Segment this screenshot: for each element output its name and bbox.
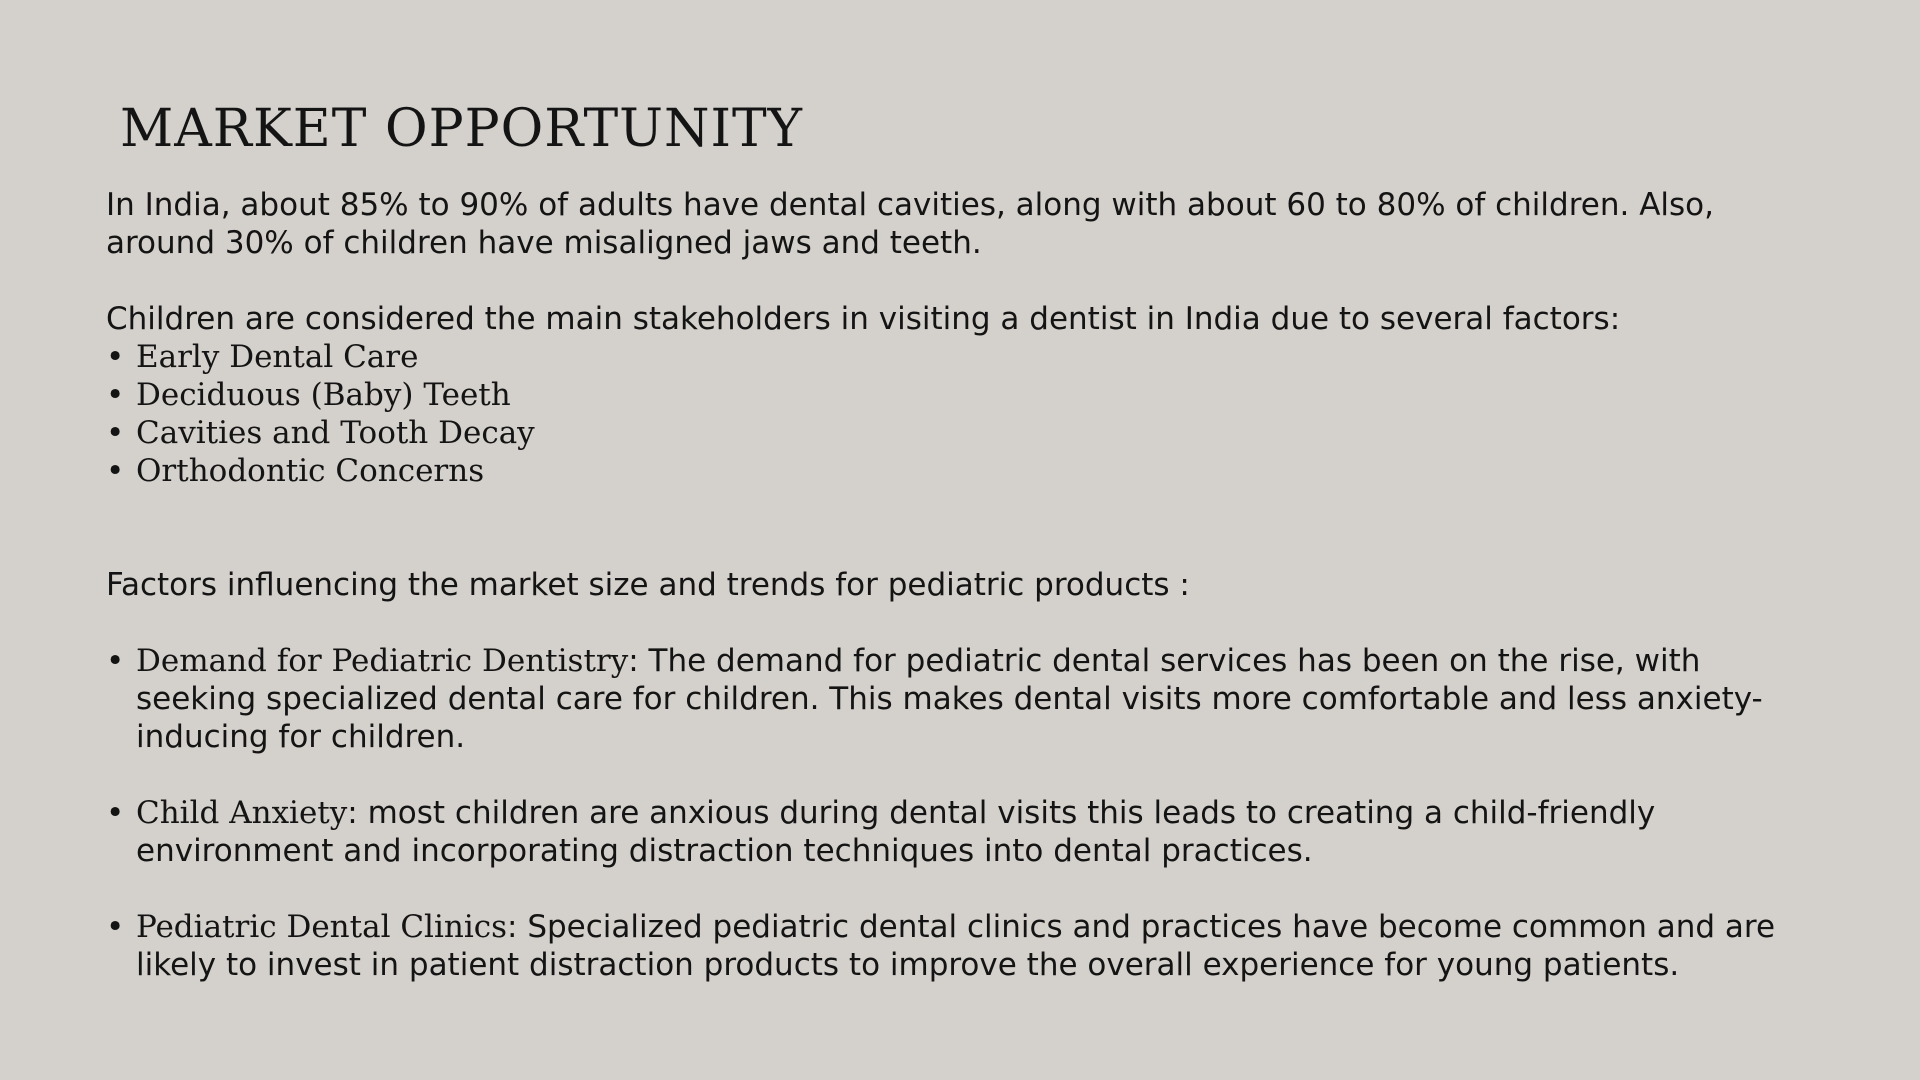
- bullet-icon: •: [106, 415, 125, 451]
- list-item: [106, 376, 1786, 414]
- bullet-icon: •: [106, 643, 125, 679]
- stakeholder-factor: Orthodontic Concerns: [136, 453, 485, 489]
- list-item: [106, 338, 1786, 376]
- slide-body: [106, 186, 1786, 984]
- factor-term: Child Anxiety: [136, 795, 348, 831]
- bullet-icon: •: [106, 339, 125, 375]
- factor-term: Demand for Pediatric Dentistry: [136, 643, 629, 679]
- bullet-icon: •: [106, 453, 125, 489]
- stakeholder-factor: Cavities and Tooth Decay: [136, 415, 535, 451]
- list-item: [106, 452, 1786, 490]
- factor-description: : most children are anxious during dental visits this leads to creating a child-friendly environment and incorporating distraction techniques into dental practices.: [136, 795, 1656, 869]
- market-factor-list: [106, 642, 1786, 984]
- spacer: [106, 604, 1786, 642]
- stakeholder-factor: Deciduous (Baby) Teeth: [136, 377, 511, 413]
- stakeholder-factor-list: [106, 338, 1786, 490]
- list-item: [106, 642, 1786, 756]
- stakeholder-factor: Early Dental Care: [136, 339, 419, 375]
- slide-title: MARKET OPPORTUNITY: [120, 99, 804, 159]
- spacer: [106, 262, 1786, 300]
- bullet-icon: •: [106, 377, 125, 413]
- spacer: [106, 490, 1786, 566]
- factor-description: : Specialized pediatric dental clinics and practices have become common and are likely to invest in patient distraction products to improve the overall experience for young patients.: [136, 909, 1776, 983]
- factor-term: Pediatric Dental Clinics: [136, 909, 508, 945]
- factor-description: : The demand for pediatric dental services has been on the rise, with seeking specialized dental care for children. This makes dental visits more comfortable and less anxiety-inducing for children.: [136, 643, 1763, 755]
- list-item: [106, 414, 1786, 452]
- intro-paragraph: In India, about 85% to 90% of adults have dental cavities, along with about 60 to 80% of children. Also, around 30% of children have misaligned jaws and teeth.: [106, 187, 1714, 261]
- stakeholders-lead: Children are considered the main stakeholders in visiting a dentist in India due to several factors:: [106, 301, 1621, 337]
- bullet-icon: •: [106, 909, 125, 945]
- list-item: [106, 908, 1786, 984]
- list-item: [106, 794, 1786, 870]
- bullet-icon: •: [106, 795, 125, 831]
- market-lead: Factors influencing the market size and trends for pediatric products :: [106, 567, 1190, 603]
